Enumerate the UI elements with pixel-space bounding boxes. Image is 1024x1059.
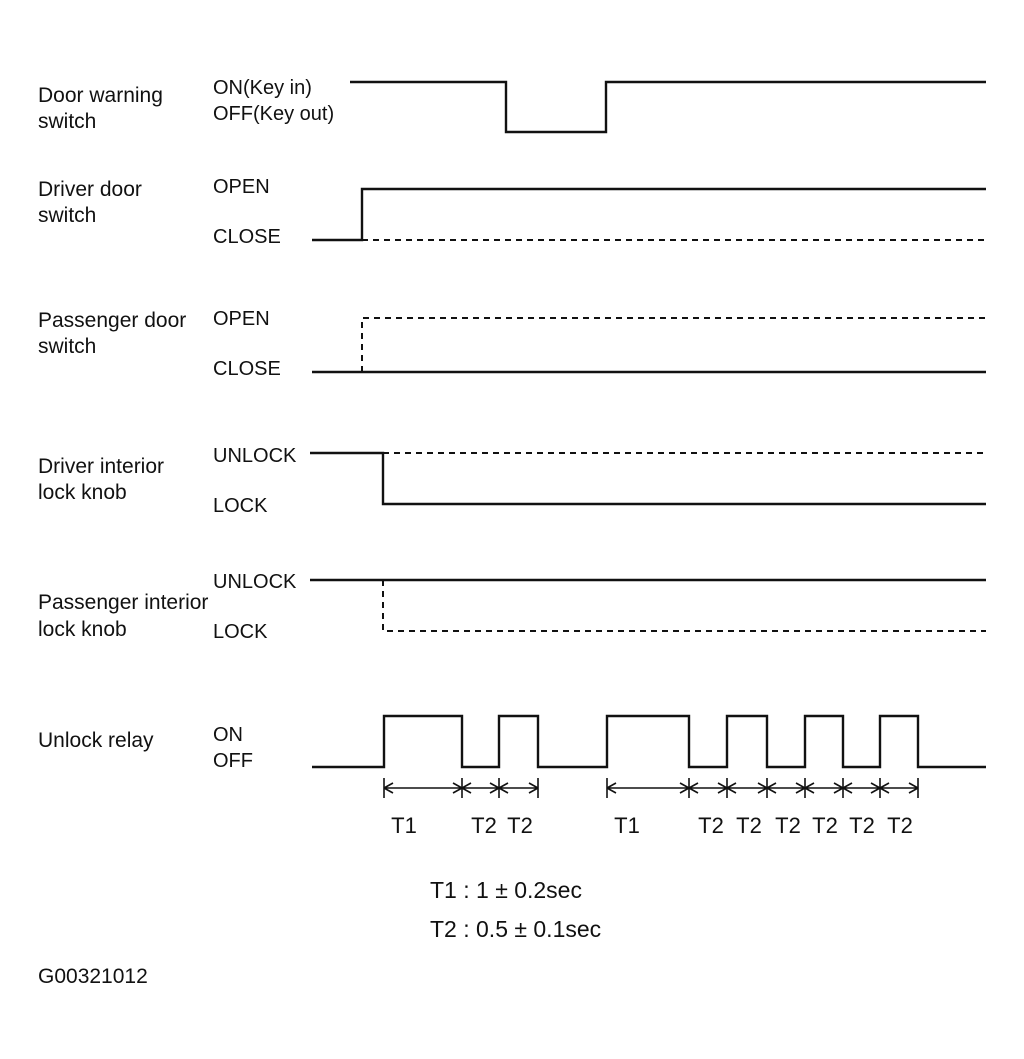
driver-lock-low-label: LOCK bbox=[213, 495, 268, 517]
unlock-relay-low-label: OFF bbox=[213, 750, 253, 772]
passenger-lock-name-line2: lock knob bbox=[38, 618, 127, 641]
passenger-door-name-line2: switch bbox=[38, 335, 97, 358]
passenger-lock-reference bbox=[383, 580, 986, 631]
timing-label: T1 bbox=[614, 813, 640, 838]
row-passenger-lock bbox=[38, 571, 986, 643]
legend-t2: T2 : 0.5 ± 0.1sec bbox=[430, 916, 602, 942]
driver-door-low-label: CLOSE bbox=[213, 226, 281, 248]
passenger-door-low-label: CLOSE bbox=[213, 358, 281, 380]
driver-lock-high-label: UNLOCK bbox=[213, 445, 297, 467]
timing-label: T2 bbox=[887, 813, 913, 838]
dimension-arrows bbox=[384, 783, 918, 793]
passenger-door-reference bbox=[362, 318, 986, 372]
timing-label: T2 bbox=[471, 813, 497, 838]
driver-lock-name-line2: lock knob bbox=[38, 481, 127, 504]
timing-label: T2 bbox=[812, 813, 838, 838]
timing-label: T2 bbox=[849, 813, 875, 838]
figure-code: G00321012 bbox=[38, 965, 148, 988]
legend-t1: T1 : 1 ± 0.2sec bbox=[430, 877, 582, 903]
timing-label: T1 bbox=[391, 813, 417, 838]
passenger-lock-high-label: UNLOCK bbox=[213, 571, 297, 593]
timing-legend bbox=[430, 877, 601, 942]
passenger-lock-low-label: LOCK bbox=[213, 621, 268, 643]
passenger-door-name-line1: Passenger door bbox=[38, 309, 187, 332]
driver-lock-waveform bbox=[310, 453, 986, 504]
row-driver-door bbox=[38, 176, 986, 248]
driver-lock-name-line1: Driver interior bbox=[38, 455, 165, 478]
unlock-relay-waveform bbox=[312, 716, 986, 767]
driver-door-waveform bbox=[312, 189, 986, 240]
row-passenger-door bbox=[38, 308, 986, 380]
door-warning-name-line2: switch bbox=[38, 110, 97, 133]
driver-door-high-label: OPEN bbox=[213, 176, 270, 198]
driver-door-name-line1: Driver door bbox=[38, 178, 142, 201]
timing-label: T2 bbox=[507, 813, 533, 838]
driver-door-name-line2: switch bbox=[38, 204, 97, 227]
unlock-relay-name: Unlock relay bbox=[38, 729, 154, 752]
passenger-door-high-label: OPEN bbox=[213, 308, 270, 330]
timing-label: T2 bbox=[698, 813, 724, 838]
door-warning-name-line1: Door warning bbox=[38, 84, 163, 107]
timing-label: T2 bbox=[775, 813, 801, 838]
passenger-lock-name-line1: Passenger interior bbox=[38, 591, 209, 614]
timing-dimensions bbox=[384, 778, 918, 838]
row-door-warning bbox=[38, 77, 986, 133]
door-warning-waveform bbox=[350, 82, 986, 132]
row-driver-lock bbox=[38, 445, 986, 517]
unlock-relay-high-label: ON bbox=[213, 724, 243, 746]
door-warning-low-label: OFF(Key out) bbox=[213, 103, 335, 125]
timing-label: T2 bbox=[736, 813, 762, 838]
door-warning-high-label: ON(Key in) bbox=[213, 77, 312, 99]
row-unlock-relay bbox=[38, 716, 986, 772]
